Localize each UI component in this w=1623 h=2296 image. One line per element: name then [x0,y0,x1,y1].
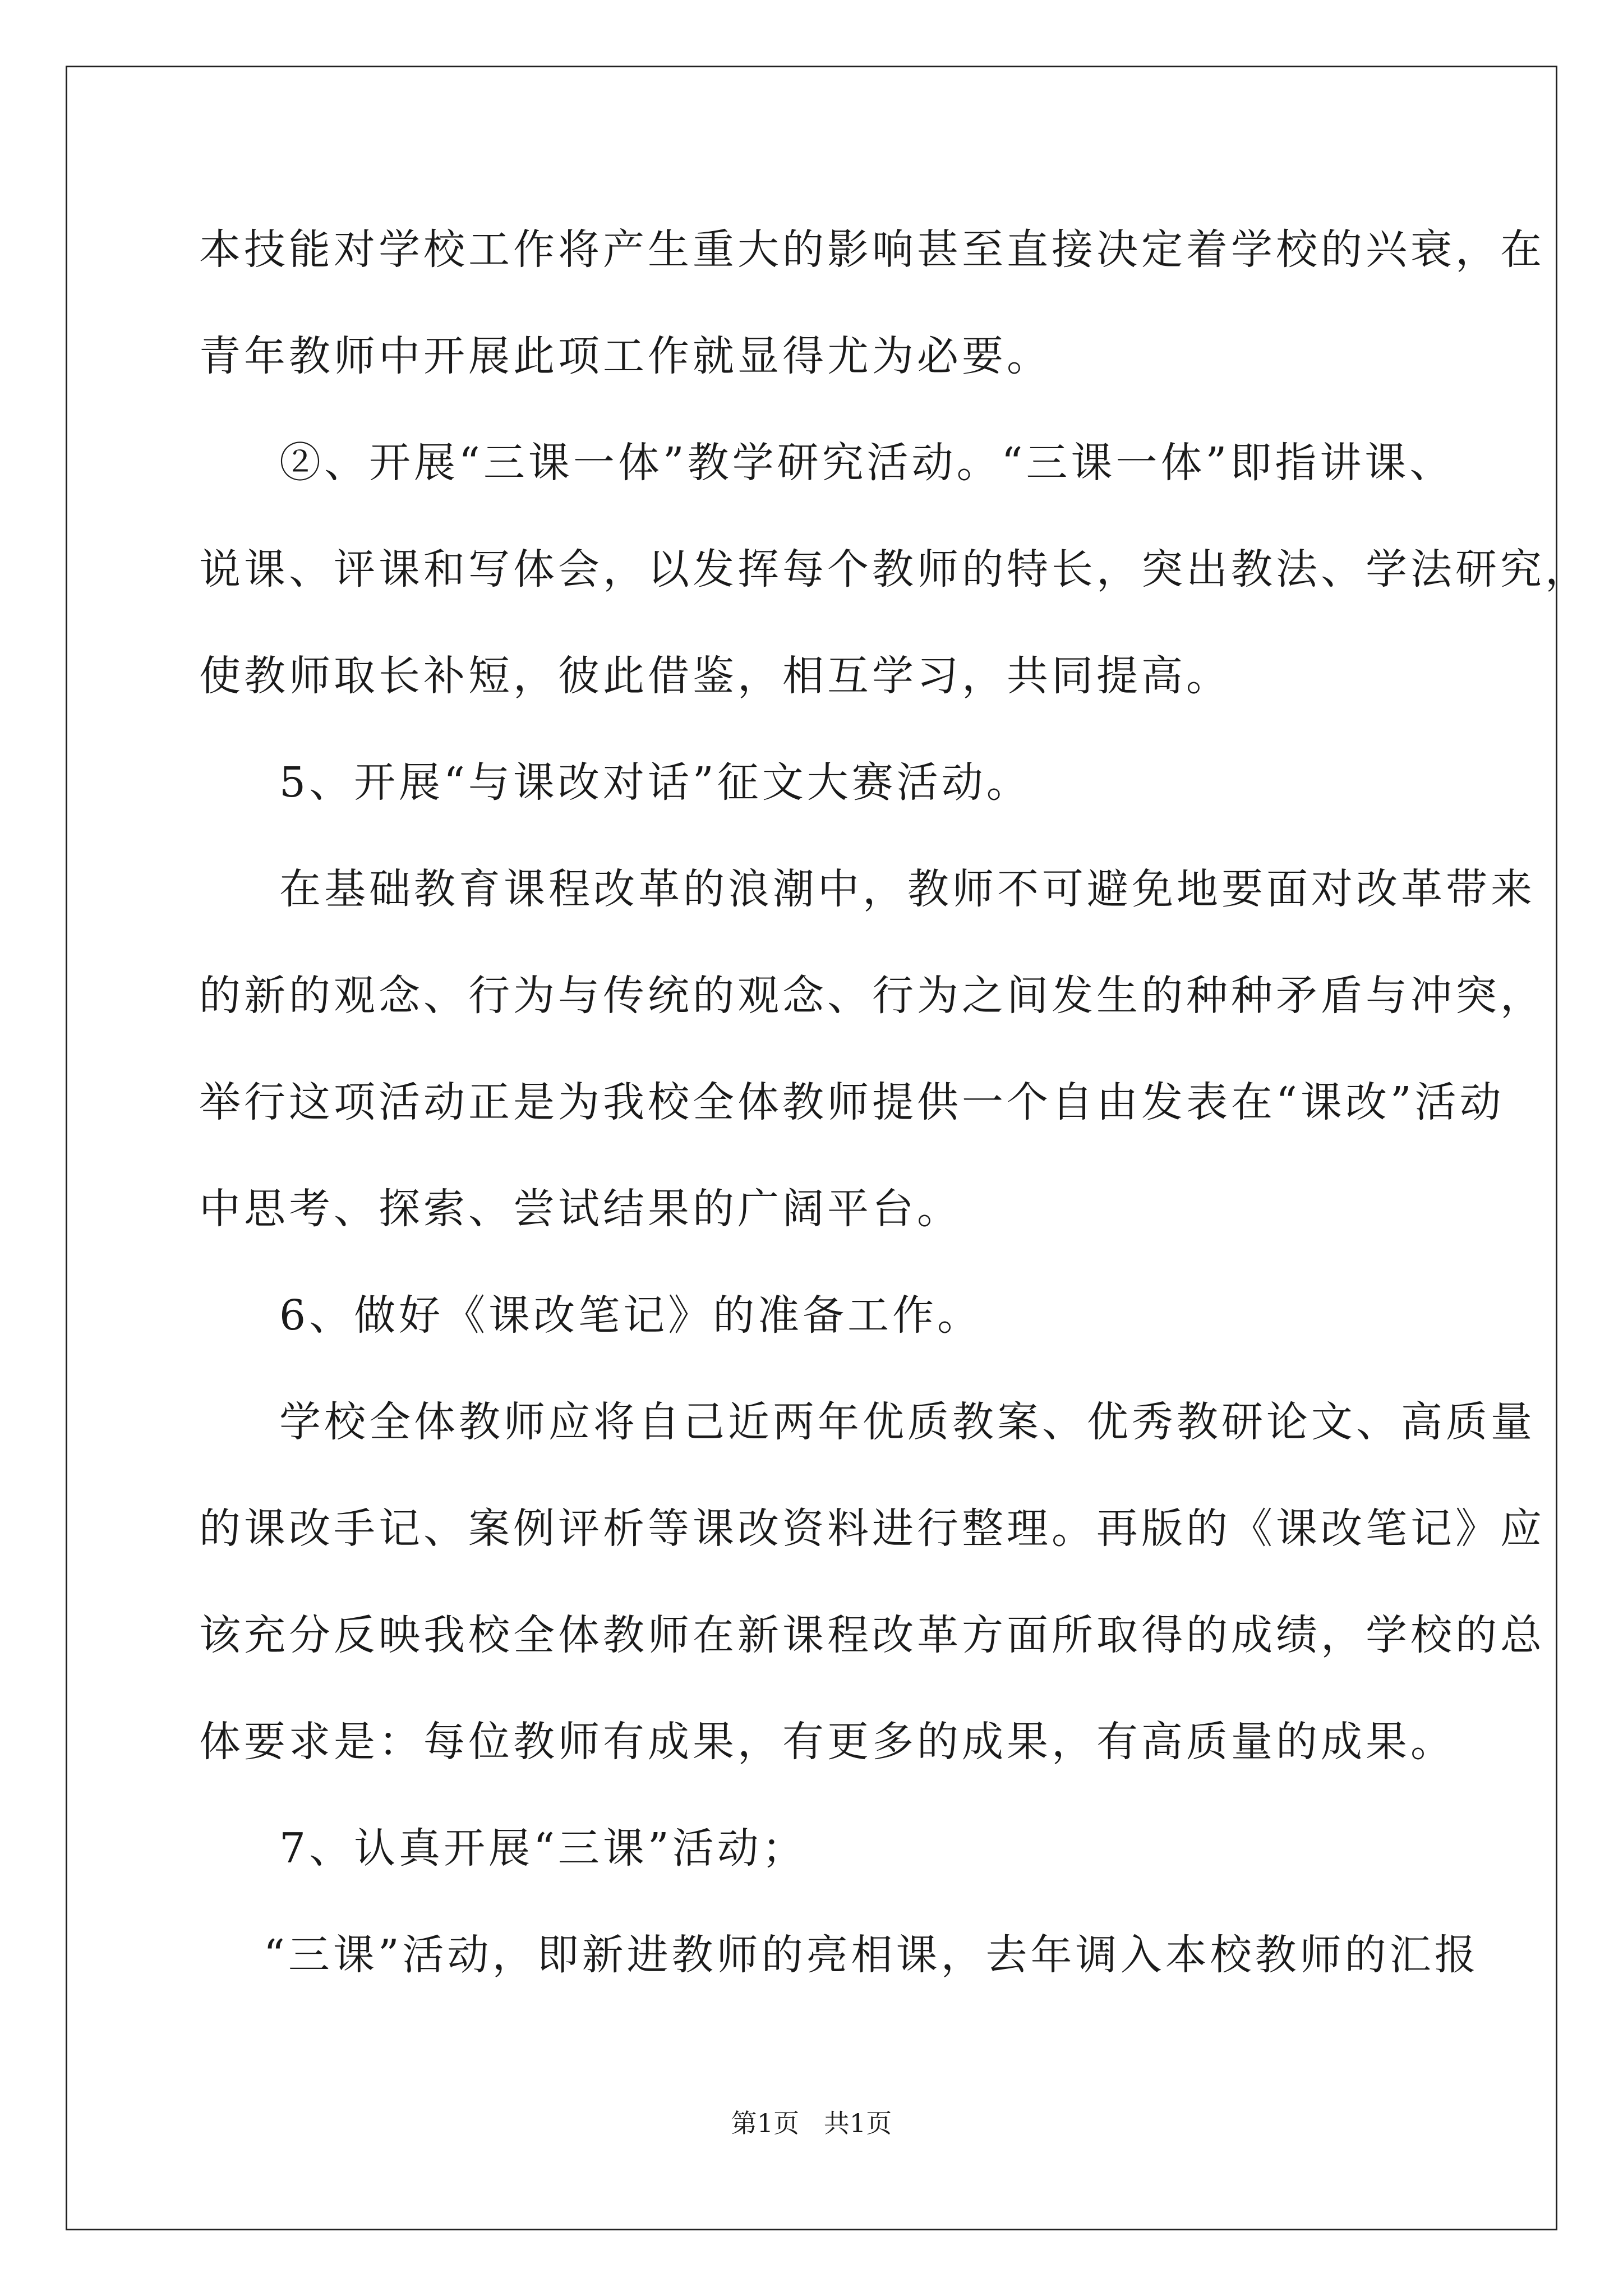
body-line: 中思考、探索、尝试结果的广阔平台。 [199,1185,962,1233]
body-line: 本技能对学校工作将产生重大的影响甚至直接决定着学校的兴衰，在 [199,226,1545,274]
body-line: 举行这项活动正是为我校全体教师提供一个自由发表在“课改”活动 [199,1078,1505,1126]
body-line: ②、开展“三课一体”教学研究活动。“三课一体”即指讲课、 [279,439,1455,487]
body-line: 学校全体教师应将自己近两年优质教案、优秀教研论文、高质量 [279,1398,1536,1446]
body-line: 6、做好《课改笔记》的准备工作。 [279,1291,983,1340]
body-line: 使教师取长补短，彼此借鉴，相互学习，共同提高。 [199,652,1231,700]
body-line: 7、认真开展“三课”活动； [279,1824,807,1872]
body-line: 的新的观念、行为与传统的观念、行为之间发生的种种矛盾与冲突， [199,972,1545,1020]
body-line: 在基础教育课程改革的浪潮中，教师不可避免地要面对改革带来 [279,865,1536,913]
page-border [66,66,1557,2230]
body-line: 青年教师中开展此项工作就显得尤为必要。 [199,332,1052,380]
body-line: 说课、评课和写体会，以发挥每个教师的特长，突出教法、学法研究， [199,545,1590,593]
body-line: “三课”活动，即新进教师的亮相课，去年调入本校教师的汇报 [264,1931,1479,1979]
page-number-footer: 第1页 共1页 [731,2108,892,2138]
body-line: 该充分反映我校全体教师在新课程改革方面所取得的成绩，学校的总 [199,1611,1545,1659]
body-line: 的课改手记、案例评析等课改资料进行整理。再版的《课改笔记》应 [199,1504,1545,1553]
body-line: 体要求是：每位教师有成果，有更多的成果，有高质量的成果。 [199,1718,1455,1766]
body-line: 5、开展“与课改对话”征文大赛活动。 [279,758,1031,807]
